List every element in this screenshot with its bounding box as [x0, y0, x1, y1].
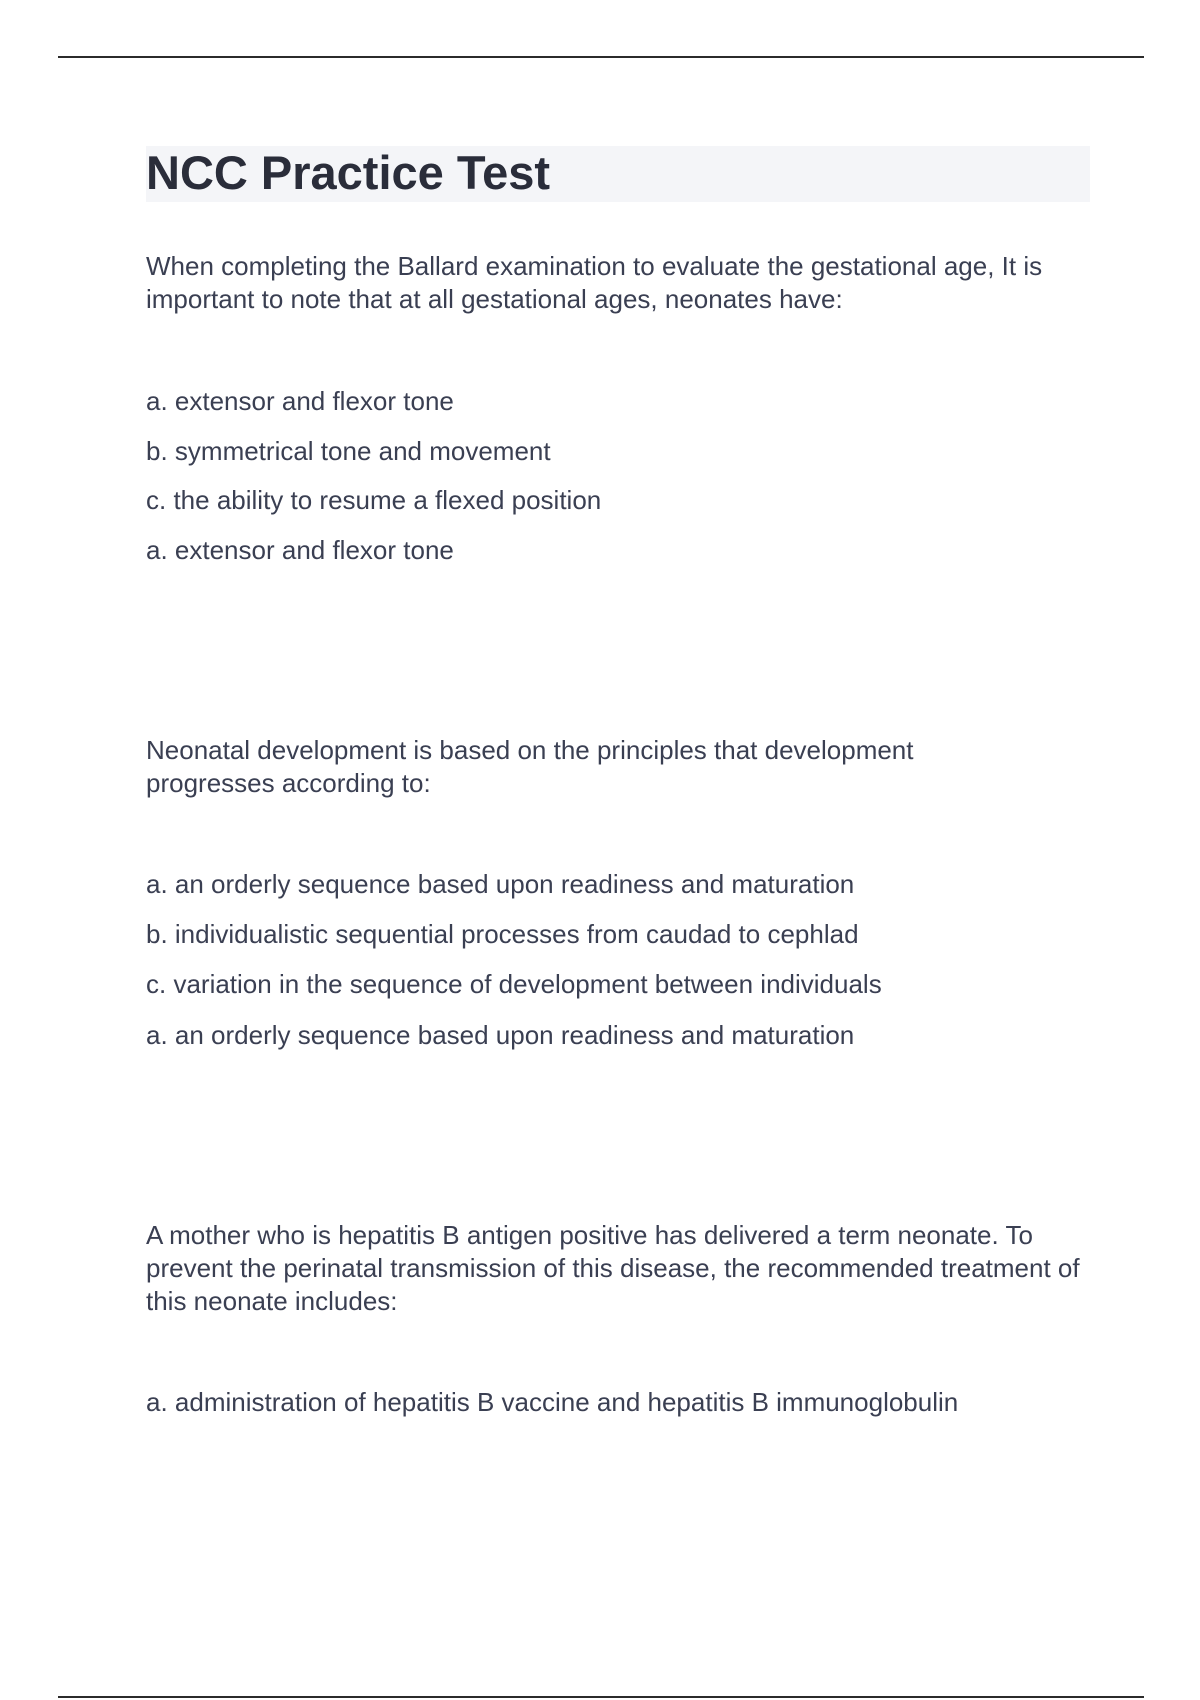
- page-title: NCC Practice Test: [146, 146, 550, 199]
- question-2-answer: a. an orderly sequence based upon readiness and maturation: [146, 1020, 855, 1050]
- question-2-option-b: b. individualistic sequential processes from caudad to cephlad: [146, 919, 859, 949]
- question-1-option-c: c. the ability to resume a flexed position: [146, 485, 602, 515]
- question-2-option-c: c. variation in the sequence of development between individuals: [146, 969, 882, 999]
- question-2-option-a: a. an orderly sequence based upon readiness and maturation: [146, 869, 855, 899]
- question-1-option-a: a. extensor and flexor tone: [146, 386, 454, 416]
- question-1-option-b: b. symmetrical tone and movement: [146, 436, 551, 466]
- question-1-prompt: When completing the Ballard examination to evaluate the gestational age, It is important to note that at all gestational ages, neonates have:: [146, 251, 1043, 314]
- bottom-divider: [58, 1696, 1144, 1698]
- question-3-prompt: A mother who is hepatitis B antigen positive has delivered a term neonate. To prevent the perinatal transmission of this disease, the recommended treatment of this neonate includes:: [146, 1220, 1080, 1316]
- question-1-answer: a. extensor and flexor tone: [146, 535, 454, 565]
- question-3-option-a: a. administration of hepatitis B vaccine and hepatitis B immunoglobulin: [146, 1387, 959, 1417]
- top-divider: [58, 56, 1144, 58]
- question-2-prompt: Neonatal development is based on the principles that development progresses according to:: [146, 735, 914, 798]
